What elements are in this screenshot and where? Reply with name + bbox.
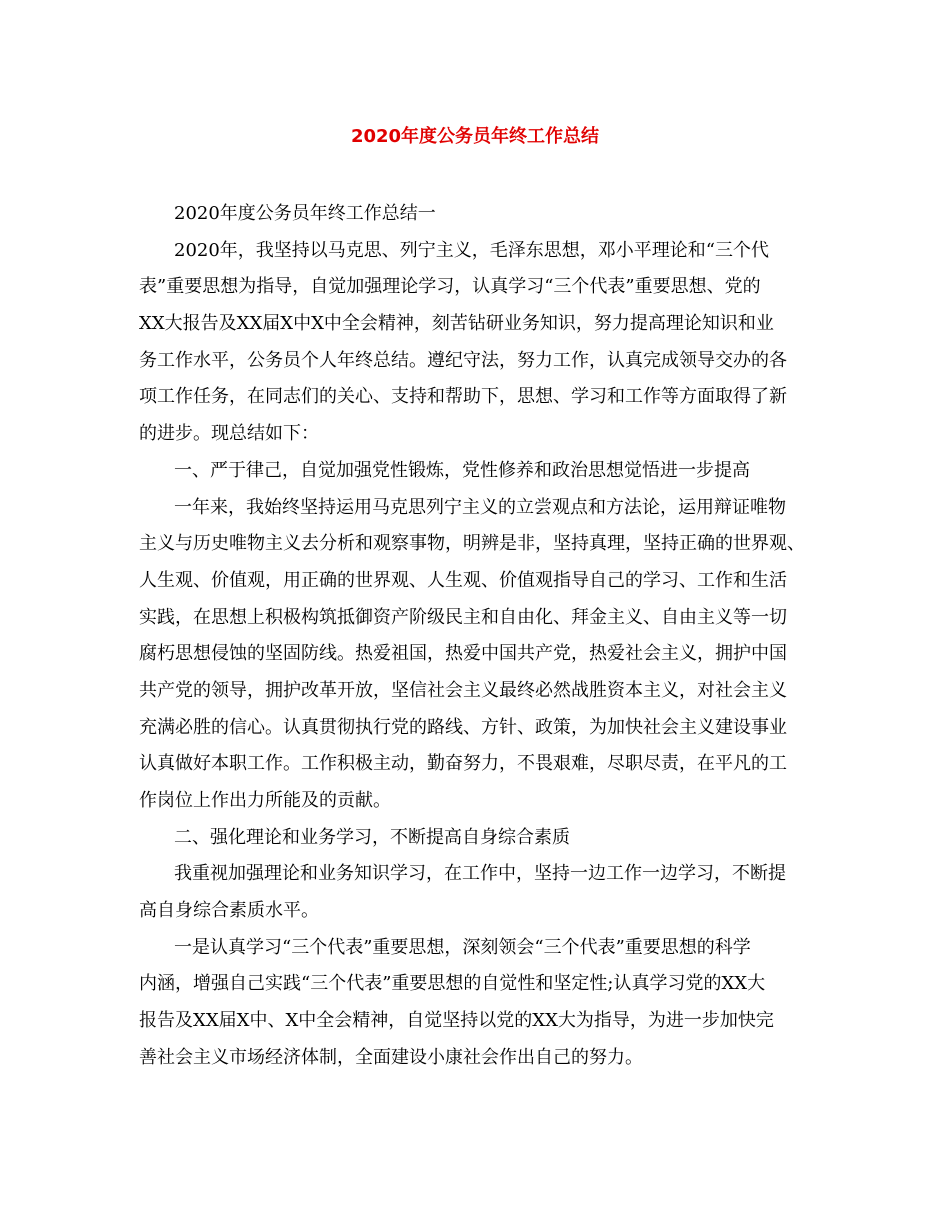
document-body (139, 196, 819, 1077)
text-line: 主义与历史唯物主义去分析和观察事物，明辨是非，坚持真理，坚持正确的世界观、 (139, 533, 805, 555)
text-line: 一年来，我始终坚持运用马克思列宁主义的立尝观点和方法论，运用辩证唯物 (174, 496, 786, 518)
text-line: 内涵，增强自己实践“三个代表”重要思想的自觉性和坚定性;认真学习党的XX大 (139, 973, 766, 995)
text-line: 高自身综合素质水平。 (139, 900, 319, 922)
text-line: XX大报告及XX届X中X中全会精神，刻苦钻研业务知识，努力提高理论知识和业 (139, 313, 774, 335)
text-line: 报告及XX届X中、X中全会精神，自觉坚持以党的XX大为指导，为进一步加快完 (139, 1010, 774, 1032)
text-line: 务工作水平，公务员个人年终总结。遵纪守法，努力工作，认真完成领导交办的各 (139, 349, 787, 371)
text-line: 腐朽思想侵蚀的坚固防线。热爱祖国，热爱中国共产党，热爱社会主义，拥护中国 (139, 643, 787, 665)
text-line: 实践，在思想上积极构筑抵御资产阶级民主和自由化、拜金主义、自由主义等一切 (139, 606, 787, 628)
text-line: 表”重要思想为指导，自觉加强理论学习，认真学习“三个代表”重要思想、党的 (139, 276, 761, 298)
text-line: 善社会主义市场经济体制，全面建设小康社会作出自己的努力。 (139, 1046, 643, 1068)
text-line: 项工作任务，在同志们的关心、支持和帮助下，思想、学习和工作等方面取得了新 (139, 386, 787, 408)
text-line: 二、强化理论和业务学习，不断提高自身综合素质 (174, 826, 570, 848)
text-line: 的进步。现总结如下： (139, 423, 319, 445)
text-line: 认真做好本职工作。工作积极主动，勤奋努力，不畏艰难，尽职尽责，在平凡的工 (139, 753, 787, 775)
text-line: 我重视加强理论和业务知识学习，在工作中，坚持一边工作一边学习，不断提 (174, 863, 786, 885)
text-line: 作岗位上作出力所能及的贡献。 (139, 790, 391, 811)
text-line: 充满必胜的信心。认真贯彻执行党的路线、方针、政策，为加快社会主义建设事业 (139, 716, 787, 738)
text-line: 一、严于律己，自觉加强党性锻炼，党性修养和政治思想觉悟进一步提高 (174, 459, 750, 481)
text-line: 2020年度公务员年终工作总结一 (174, 203, 436, 224)
text-line: 一是认真学习“三个代表”重要思想，深刻领会“三个代表”重要思想的科学 (174, 936, 751, 958)
text-line: 人生观、价值观，用正确的世界观、人生观、价值观指导自己的学习、工作和生活 (139, 569, 787, 591)
text-line: 共产党的领导，拥护改革开放，坚信社会主义最终必然战胜资本主义，对社会主义 (139, 679, 787, 701)
text-line: 2020年，我坚持以马克思、列宁主义，毛泽东思想，邓小平理论和“三个代 (174, 239, 770, 261)
document-title: 2020年度公务员年终工作总结 (350, 126, 600, 147)
